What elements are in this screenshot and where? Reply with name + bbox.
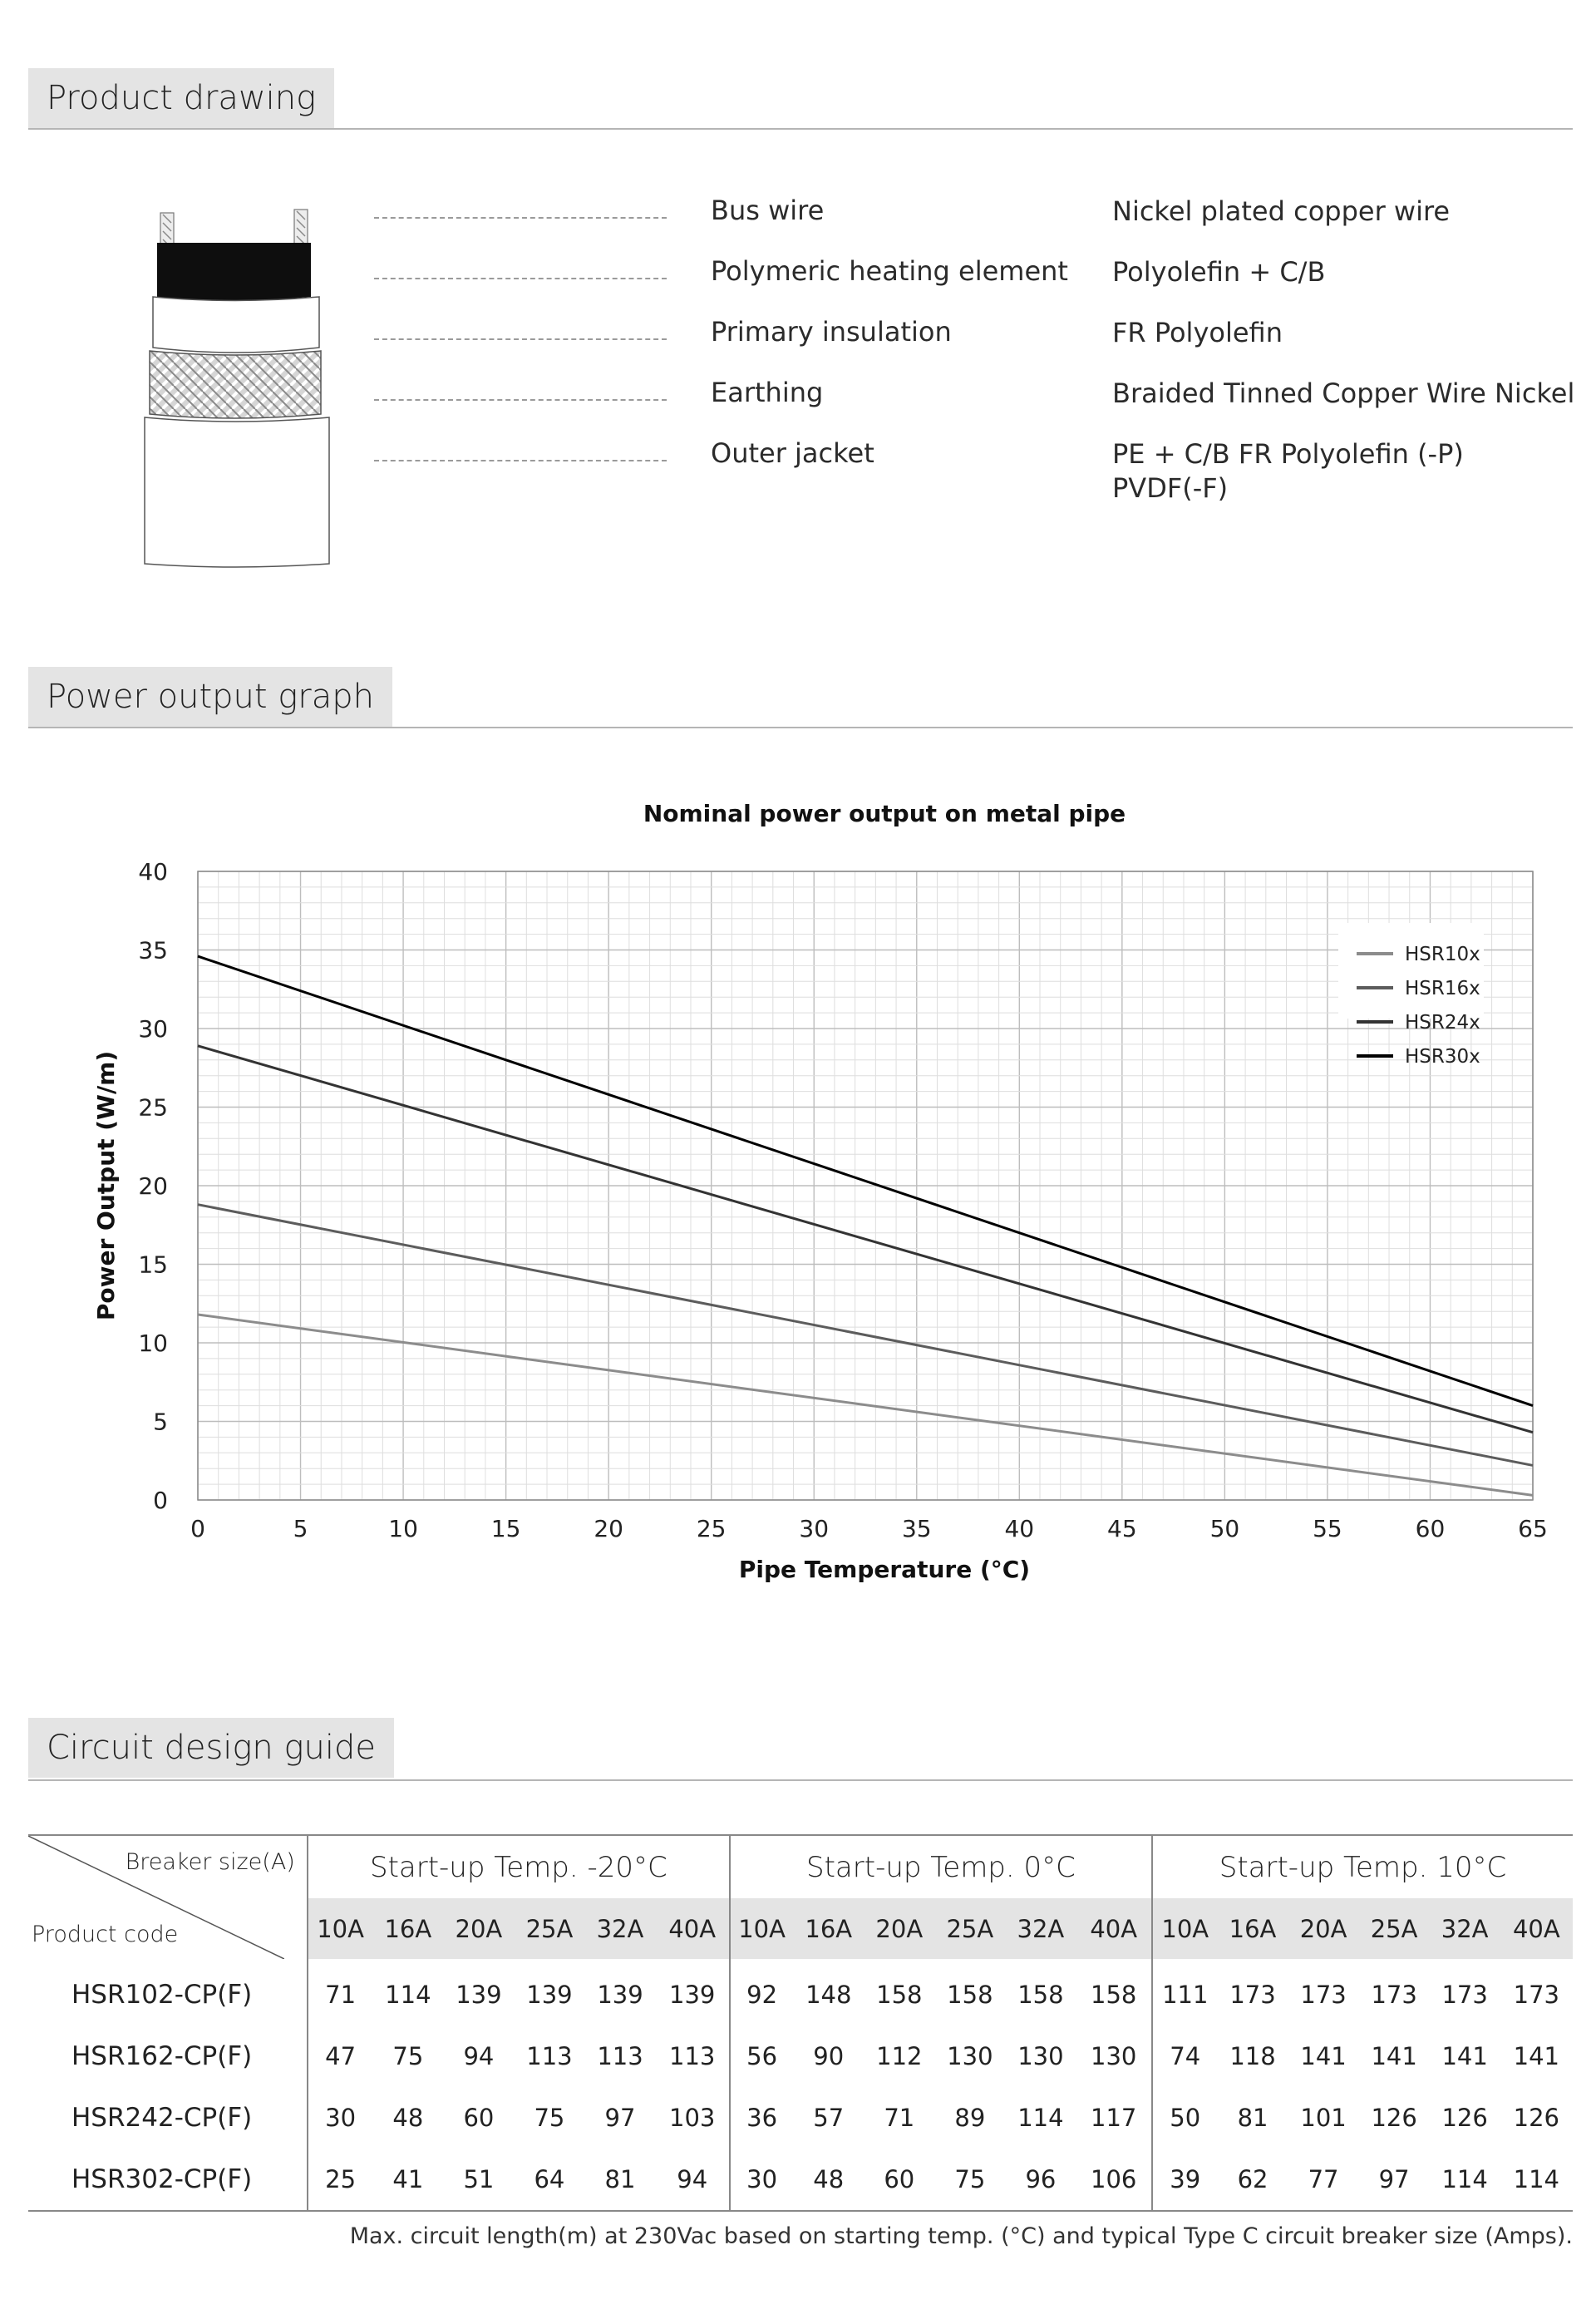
circuit-length-cell: 39 (1152, 2149, 1218, 2211)
breaker-header: 10A (1152, 1898, 1218, 1959)
circuit-length-cell: 141 (1371, 2042, 1417, 2070)
component-row (374, 313, 1571, 373)
component-name: Primary insulation (711, 316, 952, 348)
circuit-length-cell: 158 (947, 1981, 993, 2009)
circuit-length-cell: 75 (954, 2165, 986, 2193)
product-code: HSR302-CP(F) (71, 2164, 253, 2194)
breaker-header: 25A (514, 1898, 584, 1959)
circuit-length-cell: 101 (1300, 2104, 1347, 2132)
circuit-length-cell: 113 (526, 2042, 573, 2070)
x-tick-label: 50 (1209, 1515, 1240, 1542)
legend-label: HSR30x (1405, 1046, 1480, 1068)
leader-line (374, 217, 667, 219)
leader-line (374, 338, 667, 340)
x-tick-label: 5 (293, 1515, 308, 1542)
earthing-braid (150, 351, 321, 418)
circuit-length-cell: 114 (1017, 2104, 1064, 2132)
circuit-length-cell: 118 (1229, 2042, 1276, 2070)
x-tick-label: 10 (388, 1515, 418, 1542)
component-name: Outer jacket (711, 437, 874, 469)
y-axis-label: Power Output (W/m) (92, 1050, 120, 1321)
x-tick-label: 25 (696, 1515, 727, 1542)
primary-insulation (153, 297, 319, 353)
component-material: Nickel plated copper wire (1112, 195, 1451, 227)
circuit-length-cell: 173 (1371, 1981, 1417, 2009)
component-material (1112, 437, 1464, 506)
group-header-row (28, 1836, 1573, 1898)
circuit-length-cell: 90 (813, 2042, 845, 2070)
circuit-length-cell: 48 (813, 2165, 845, 2193)
table-footnote: Max. circuit length(m) at 230Vac based on starting temp. (°C) and typical Type C circuit breaker size (Amps). (349, 2223, 1573, 2249)
circuit-length-cell: 94 (677, 2165, 708, 2193)
x-tick-label: 30 (799, 1515, 830, 1542)
outer-jacket (145, 417, 329, 567)
heating-element (157, 243, 311, 301)
table-row (28, 2149, 1573, 2211)
y-tick-label: 15 (138, 1251, 168, 1279)
component-list (374, 191, 1575, 504)
legend-label: HSR16x (1405, 978, 1480, 999)
circuit-length-cell: 96 (1025, 2165, 1057, 2193)
circuit-length-cell: 114 (1513, 2165, 1560, 2193)
component-row (374, 373, 1575, 434)
circuit-length-cell: 30 (308, 2087, 373, 2149)
leader-line (374, 460, 667, 461)
circuit-length-cell: 141 (1513, 2042, 1560, 2070)
circuit-length-cell: 114 (385, 1981, 431, 2009)
component-row (374, 252, 1571, 313)
series-line-hsr16x (198, 1205, 1533, 1466)
component-name: Bus wire (711, 195, 825, 226)
breaker-header: 40A (1076, 1898, 1152, 1959)
group-header: Start-up Temp. 10°C (1152, 1836, 1573, 1898)
component-material: FR Polyolefin (1112, 317, 1283, 348)
table-row (28, 2087, 1573, 2149)
circuit-length-cell: 148 (805, 1981, 852, 2009)
section-rule (28, 1779, 1573, 1781)
y-axis-ticks (138, 858, 168, 1514)
x-tick-label: 40 (1004, 1515, 1035, 1542)
breaker-header: 10A (730, 1898, 793, 1959)
breaker-size-label: Breaker size(A) (125, 1849, 295, 1875)
x-tick-label: 15 (490, 1515, 521, 1542)
material-line: PVDF(-F) (1112, 472, 1229, 504)
circuit-length-cell: 89 (954, 2104, 986, 2132)
y-tick-label: 30 (138, 1015, 168, 1043)
x-axis-label: Pipe Temperature (°C) (738, 1556, 1031, 1583)
component-name: Polymeric heating element (711, 255, 1068, 287)
circuit-length-cell: 71 (308, 1959, 373, 2025)
circuit-length-cell: 51 (463, 2165, 495, 2193)
leader-line (374, 278, 667, 279)
circuit-length-cell: 71 (884, 2104, 915, 2132)
y-tick-label: 40 (138, 858, 168, 886)
circuit-length-cell: 114 (1441, 2165, 1488, 2193)
circuit-length-cell: 130 (1017, 2042, 1064, 2070)
circuit-length-cell: 126 (1441, 2104, 1488, 2132)
table-row (28, 2025, 1573, 2087)
x-tick-label: 65 (1518, 1515, 1548, 1542)
circuit-length-cell: 81 (1237, 2104, 1268, 2132)
circuit-length-cell: 126 (1513, 2104, 1560, 2132)
table-body (28, 1959, 1573, 2211)
circuit-length-cell: 139 (669, 1981, 716, 2009)
circuit-length-cell: 117 (1091, 2104, 1137, 2132)
series-line-hsr30x (198, 956, 1533, 1406)
circuit-length-cell: 139 (456, 1981, 502, 2009)
section-title: Power output graph (28, 667, 392, 727)
circuit-length-cell: 139 (597, 1981, 643, 2009)
circuit-length-cell: 158 (1017, 1981, 1064, 2009)
section-header-power-output-graph (28, 667, 1573, 728)
circuit-length-cell: 50 (1152, 2087, 1218, 2149)
product-code: HSR162-CP(F) (71, 2041, 253, 2071)
component-row (374, 434, 1571, 504)
circuit-length-cell: 75 (534, 2104, 565, 2132)
breaker-header: 20A (864, 1898, 934, 1959)
component-row (374, 191, 1571, 252)
y-tick-label: 20 (138, 1172, 168, 1200)
circuit-length-cell: 81 (604, 2165, 636, 2193)
table-bottom-rule (28, 2211, 1573, 2212)
component-material: Braided Tinned Copper Wire Nickel (1112, 377, 1575, 409)
breaker-header: 25A (934, 1898, 1005, 1959)
circuit-length-cell: 30 (730, 2149, 793, 2211)
chart-title: Nominal power output on metal pipe (643, 800, 1126, 827)
circuit-length-cell: 64 (534, 2165, 565, 2193)
circuit-length-cell: 113 (597, 2042, 643, 2070)
product-code: HSR242-CP(F) (71, 2103, 253, 2133)
breaker-header: 25A (1359, 1898, 1430, 1959)
breaker-header: 40A (1500, 1898, 1573, 1959)
circuit-length-cell: 36 (730, 2087, 793, 2149)
y-tick-label: 25 (138, 1093, 168, 1122)
circuit-length-cell: 130 (1091, 2042, 1137, 2070)
legend-label: HSR24x (1405, 1012, 1480, 1034)
breaker-header: 32A (584, 1898, 655, 1959)
x-tick-label: 55 (1313, 1515, 1342, 1542)
x-tick-label: 20 (594, 1515, 623, 1542)
y-tick-label: 0 (153, 1487, 168, 1514)
circuit-length-cell: 77 (1308, 2165, 1339, 2193)
circuit-length-cell: 111 (1152, 1959, 1218, 2025)
circuit-length-cell: 97 (1378, 2165, 1410, 2193)
power-output-chart (0, 773, 1596, 1605)
material-line: PE + C/B FR Polyolefin (-P) (1112, 438, 1464, 470)
circuit-length-cell: 92 (730, 1959, 793, 2025)
circuit-length-cell: 103 (669, 2104, 716, 2132)
legend-box (1338, 923, 1484, 1019)
section-title: Circuit design guide (28, 1718, 394, 1778)
circuit-length-cell: 47 (308, 2025, 373, 2087)
section-rule (28, 128, 1573, 130)
cable-illustration (133, 200, 341, 574)
section-header-circuit-design-guide (28, 1718, 1573, 1781)
circuit-length-cell: 139 (526, 1981, 573, 2009)
circuit-length-cell: 74 (1152, 2025, 1218, 2087)
circuit-length-cell: 173 (1441, 1981, 1488, 2009)
group-header: Start-up Temp. -20°C (308, 1836, 730, 1898)
breaker-header: 16A (1218, 1898, 1288, 1959)
legend-label: HSR10x (1405, 944, 1480, 965)
circuit-length-cell: 94 (463, 2042, 495, 2070)
circuit-design-table (28, 1834, 1573, 2212)
circuit-length-cell: 173 (1513, 1981, 1560, 2009)
circuit-length-cell: 141 (1441, 2042, 1488, 2070)
component-material: Polyolefin + C/B (1112, 256, 1326, 288)
circuit-length-cell: 25 (308, 2149, 373, 2211)
breaker-header: 32A (1430, 1898, 1500, 1959)
group-header: Start-up Temp. 0°C (730, 1836, 1152, 1898)
breaker-header: 16A (372, 1898, 443, 1959)
y-tick-label: 10 (138, 1330, 168, 1357)
y-tick-label: 35 (138, 936, 168, 965)
table-row (28, 1959, 1573, 2025)
circuit-length-cell: 57 (813, 2104, 845, 2132)
breaker-header: 10A (308, 1898, 373, 1959)
product-code-label: Product code (32, 1922, 179, 1947)
circuit-length-cell: 60 (463, 2104, 495, 2132)
circuit-length-cell: 130 (947, 2042, 993, 2070)
x-tick-label: 0 (190, 1515, 205, 1542)
chart-legend (1338, 923, 1484, 1068)
series-lines (198, 956, 1533, 1495)
section-header-product-drawing (28, 68, 1573, 130)
x-tick-label: 45 (1107, 1515, 1137, 1542)
breaker-header: 16A (793, 1898, 864, 1959)
circuit-length-cell: 113 (669, 2042, 716, 2070)
breaker-header: 32A (1005, 1898, 1076, 1959)
x-tick-label: 60 (1415, 1515, 1446, 1542)
leader-line (374, 399, 667, 401)
corner-cell (28, 1836, 308, 1959)
circuit-length-cell: 62 (1237, 2165, 1268, 2193)
component-name: Earthing (711, 377, 824, 408)
circuit-length-cell: 48 (392, 2104, 424, 2132)
breaker-header: 20A (443, 1898, 514, 1959)
circuit-length-cell: 173 (1300, 1981, 1347, 2009)
circuit-length-cell: 158 (876, 1981, 923, 2009)
circuit-length-cell: 97 (604, 2104, 636, 2132)
y-tick-label: 5 (153, 1408, 168, 1436)
x-tick-label: 35 (901, 1515, 932, 1542)
circuit-length-cell: 112 (876, 2042, 923, 2070)
circuit-length-cell: 106 (1091, 2165, 1137, 2193)
circuit-length-cell: 141 (1300, 2042, 1347, 2070)
circuit-length-cell: 173 (1229, 1981, 1276, 2009)
section-rule (28, 727, 1573, 728)
circuit-length-cell: 75 (392, 2042, 424, 2070)
breaker-header: 20A (1288, 1898, 1359, 1959)
product-code: HSR102-CP(F) (71, 1980, 253, 2010)
circuit-length-cell: 60 (884, 2165, 915, 2193)
x-axis-ticks (190, 1515, 1548, 1542)
section-title: Product drawing (28, 68, 334, 128)
circuit-length-cell: 56 (730, 2025, 793, 2087)
circuit-length-cell: 41 (392, 2165, 424, 2193)
circuit-length-cell: 158 (1091, 1981, 1137, 2009)
circuit-length-cell: 126 (1371, 2104, 1417, 2132)
breaker-header: 40A (656, 1898, 730, 1959)
